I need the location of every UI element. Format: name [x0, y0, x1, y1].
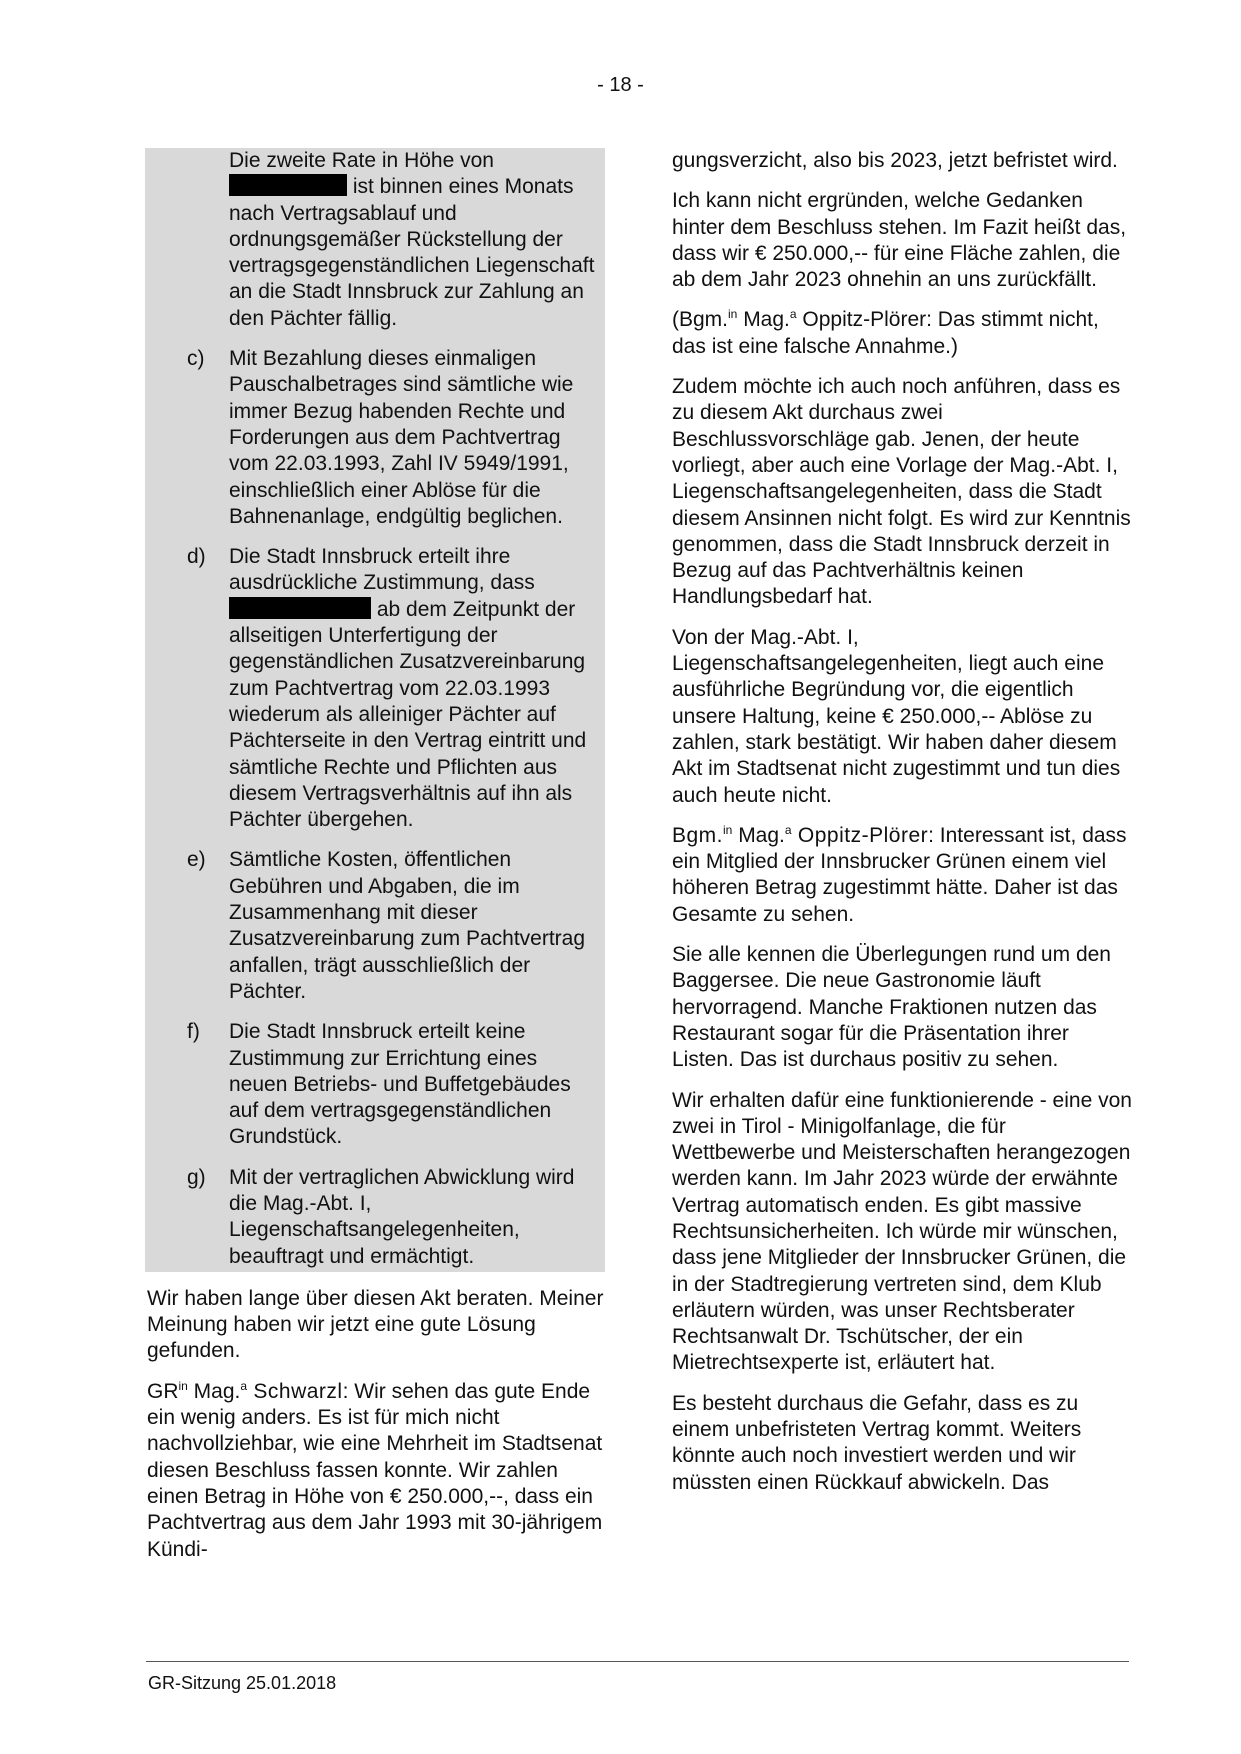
item-g — [145, 1165, 601, 1270]
paragraph: Zudem möchte ich auch noch anführen, dass es zu diesem Akt durchaus zwei Beschlussvorschläge gab. Jenen, der heute vorliegt, aber auch eine Vorlage der Mag.-Abt. I, Liegenschaftsangelegenheiten, dass die Stadt diesem Ansinnen nicht folgt. Es wird zur Kenntnis genommen, dass die Stadt Innsbruck derzeit in Bezug auf das Pachtverhältnis keinen Handlungsbedarf hat. — [672, 375, 1131, 609]
speech-text: : Interessant ist, dass ein Mitglied der Innsbrucker Grünen einem viel höheren Betrag zugestimmt hätte. Daher ist das Gesamte zu sehen. — [672, 823, 1127, 926]
speaker-name: Schwarzl — [247, 1379, 343, 1403]
left-column — [147, 148, 605, 1577]
item-label: e) — [187, 848, 206, 872]
paragraph: Wir haben lange über diesen Akt beraten. Meiner Meinung haben wir jetzt eine gute Lösung gefunden. — [147, 1286, 604, 1363]
item-b-text-2: ist binnen eines Monats nach Vertragsablauf und ordnungsgemäßer Rückstellung der vertragsgegenständlichen Liegenschaft an die Stadt Innsbruck zur Zahlung an den Pächter fällig. — [229, 175, 595, 330]
redacted-block — [229, 174, 347, 196]
superscript: in — [178, 1378, 188, 1393]
item-text: Die Stadt Innsbruck erteilt keine Zustimmung zur Errichtung eines neuen Betriebs- und Buffetgebäudes auf dem vertragsgegenständlichen Grundstück. — [229, 1020, 571, 1149]
item-text: Mit Bezahlung dieses einmaligen Pauschalbetrages sind sämtliche wie immer Bezug habenden Rechte und Forderungen aus dem Pachtvertrag vom 22.03.1993, Zahl IV 5949/1991, einschließlich einer Ablöse für die Bahnenanlage, endgültig beglichen. — [229, 347, 574, 528]
superscript: a — [784, 822, 792, 837]
speaker-title: Mag. — [187, 1379, 241, 1403]
speaker-title: Mag. — [737, 308, 790, 332]
paragraph: Es besteht durchaus die Gefahr, dass es zu einem unbefristeten Vertrag kommt. Weiters könnte auch noch investiert werden und wir müssten einen Rückkauf abwickeln. Das — [672, 1391, 1082, 1494]
superscript: a — [240, 1378, 248, 1393]
superscript: in — [723, 822, 733, 837]
paragraph: Ich kann nicht ergründen, welche Gedanken hinter dem Beschluss stehen. Im Fazit heißt das, dass wir € 250.000,-- für eine Fläche zahlen, die ab dem Jahr 2023 ohnehin an uns zurückfällt. — [672, 189, 1127, 292]
speaker-name: Oppitz-Plörer — [791, 823, 929, 847]
page-number: - 18 - — [597, 74, 644, 96]
footer-divider — [146, 1661, 1129, 1662]
speech-text: : Wir sehen das gute Ende ein wenig anders. Es ist für mich nicht nachvollziehbar, wie eine Mehrheit im Stadtsenat diesen Beschluss fassen konnte. Wir zahlen einen Betrag in Höhe von € 250.000,--, dass ein Pachtvertrag aus dem Jahr 1993 mit 30-jährigem Kündi- — [147, 1379, 603, 1561]
superscript: in — [728, 307, 738, 322]
item-d-text-2: ab dem Zeitpunkt der allseitigen Unterfertigung der gegenständlichen Zusatzvereinbarung zum Pachtvertrag vom 22.03.1993 wiederum als alleiniger Pächter auf Pächterseite in den Vertrag eintritt und sämtliche Rechte und Pflichten aus diesem Vertragsverhältnis auf ihn als Pächter übergehen. — [229, 597, 587, 832]
item-label: d) — [187, 545, 206, 569]
paragraph: gungsverzicht, also bis 2023, jetzt befristet wird. — [672, 149, 1118, 172]
item-b-continuation — [145, 148, 601, 332]
item-label: f) — [187, 1020, 200, 1044]
paragraph: Wir erhalten dafür eine funktionierende - eine von zwei in Tirol - Minigolfanlage, die für Wettbewerbe und Meisterschaften herangezogen werden kann. Im Jahr 2023 würde der erwähnte Vertrag automatisch enden. Es gibt massive Rechtsunsicherheiten. Ich würde mir wünschen, dass jene Mitglieder der Innsbrucker Grünen, die in der Stadtregierung vertreten sind, dem Klub erläutern würden, was unser Rechtsberater Rechtsanwalt Dr. Tschütscher, der ein Mietrechtsexperte ist, erläutert hat. — [672, 1088, 1132, 1375]
item-d — [145, 544, 601, 833]
item-d-text-1: Die Stadt Innsbruck erteilt ihre ausdrückliche Zustimmung, dass — [229, 545, 535, 595]
speaker-title: Mag. — [732, 823, 785, 847]
superscript: a — [789, 307, 797, 322]
item-e — [145, 847, 601, 1005]
speaker-title: Bgm. — [672, 823, 724, 847]
right-column — [672, 148, 1132, 1510]
paragraph: Von der Mag.-Abt. I, Liegenschaftsangelegenheiten, liegt auch eine ausführliche Begründung vor, die eigentlich unsere Haltung, keine € 250.000,-- Ablöse zu zahlen, stark bestätigt. Wir haben daher diesem Akt im Stadtsenat nicht zugestimmt und tun dies auch heute nicht. — [672, 625, 1121, 807]
item-b-text-1: Die zweite Rate in Höhe von — [229, 149, 494, 172]
item-f — [145, 1019, 601, 1150]
speech-schwarzl — [147, 1379, 605, 1563]
redacted-block — [229, 597, 371, 619]
resolution-box — [145, 148, 605, 1272]
paragraph: Sie alle kennen die Überlegungen rund um den Baggersee. Die neue Gastronomie läuft hervorragend. Manche Fraktionen nutzen das Restaurant sogar für die Präsentation ihrer Listen. Das ist durchaus positiv zu sehen. — [672, 943, 1111, 1072]
speaker-title: GR — [147, 1379, 179, 1403]
item-label: c) — [187, 347, 205, 371]
footer-text: GR-Sitzung 25.01.2018 — [148, 1673, 337, 1693]
speaker-title: (Bgm. — [672, 308, 729, 332]
interjection — [672, 307, 1132, 360]
interjection-text: Oppitz-Plörer: Das stimmt nicht, das ist eine falsche Annahme.) — [672, 308, 1099, 358]
item-c — [145, 346, 601, 530]
item-text: Mit der vertraglichen Abwicklung wird die Mag.-Abt. I, Liegenschaftsangelegenheiten, beauftragt und ermächtigt. — [229, 1165, 575, 1268]
item-label: g) — [187, 1165, 206, 1189]
speech-oppitz-ploerer — [672, 823, 1132, 928]
item-text — [229, 544, 601, 833]
item-text: Sämtliche Kosten, öffentlichen Gebühren und Abgaben, die im Zusammenhang mit dieser Zusatzvereinbarung zum Pachtvertrag anfallen, trägt ausschließlich der Pächter. — [229, 848, 586, 1003]
